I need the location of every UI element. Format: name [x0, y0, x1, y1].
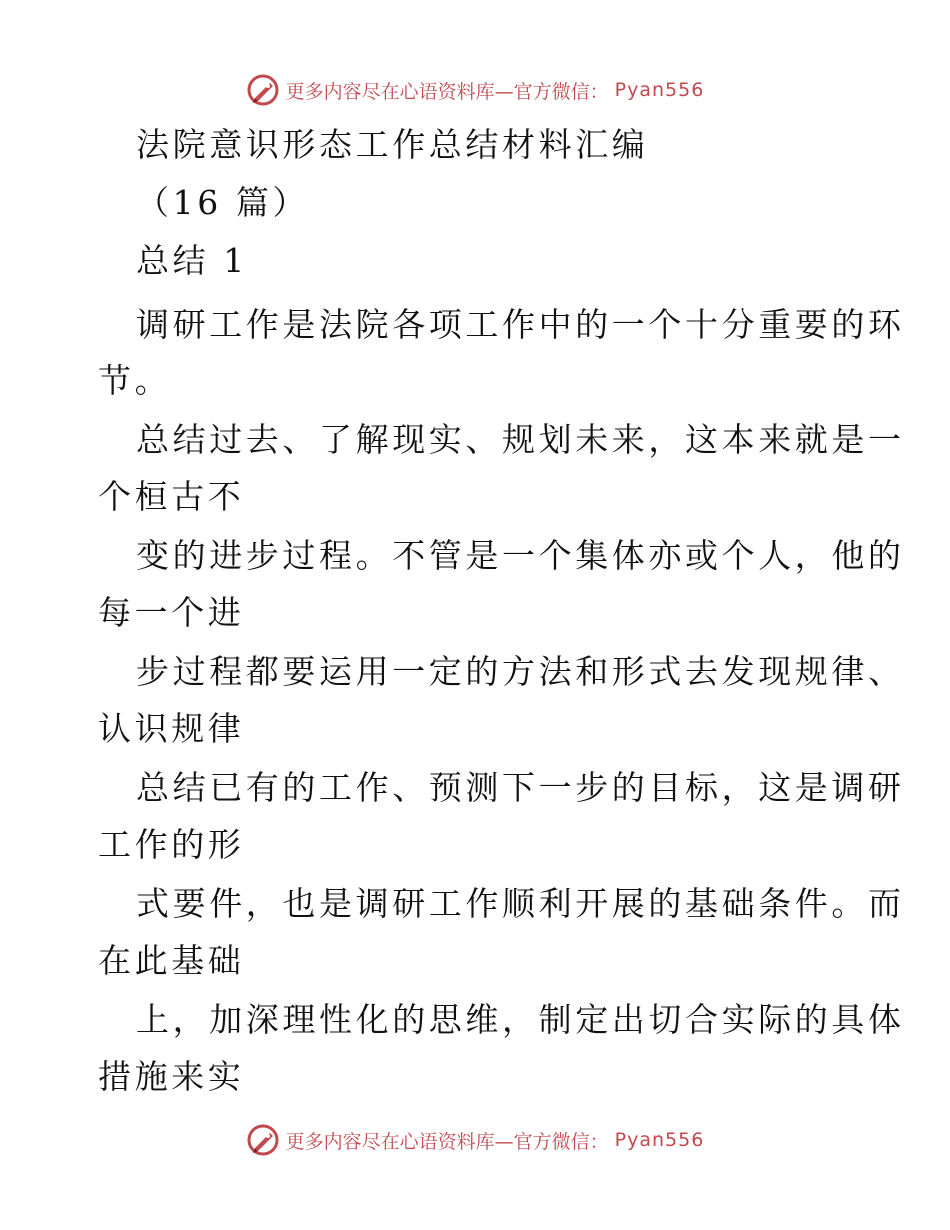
paragraph-line: 步过程都要运用一定的方法和形式去发现规律、 [136, 652, 905, 691]
paragraph-line: 措施来实 [98, 1057, 245, 1096]
pen-logo-icon [246, 73, 280, 107]
header-watermark [0, 72, 950, 108]
paragraph-line: 总结过去、了解现实、规划未来，这本来就是一 [136, 420, 905, 459]
paragraph-line: 式要件，也是调研工作顺利开展的基础条件。而 [136, 884, 905, 923]
paragraph-line: 节。 [98, 361, 172, 400]
document-title: 法院意识形态工作总结材料汇编 [136, 125, 649, 164]
footer-watermark [0, 1122, 950, 1158]
watermark-wechat-id: Pyan556 [614, 1129, 705, 1151]
paragraph-line: 上，加深理性化的思维，制定出切合实际的具体 [136, 1000, 905, 1039]
paragraph-line: 在此基础 [98, 941, 245, 980]
paragraph-line: 认识规律 [98, 709, 245, 748]
paragraph-line: 每一个进 [98, 593, 245, 632]
document-title-count: （16 篇） [136, 183, 310, 222]
watermark-wechat-id: Pyan556 [614, 79, 705, 101]
pen-logo-icon [246, 1123, 280, 1157]
paragraph-line: 总结已有的工作、预测下一步的目标，这是调研 [136, 768, 905, 807]
paragraph-line: 变的进步过程。不管是一个集体亦或个人，他的 [136, 536, 905, 575]
paragraph-line: 个桓古不 [98, 477, 245, 516]
section-heading: 总结 1 [136, 241, 248, 280]
watermark-text: 更多内容尽在心语资料库—官方微信： [285, 1130, 609, 1153]
watermark-text: 更多内容尽在心语资料库—官方微信： [285, 80, 609, 103]
paragraph-line: 工作的形 [98, 825, 245, 864]
paragraph-line: 调研工作是法院各项工作中的一个十分重要的环 [136, 305, 905, 344]
